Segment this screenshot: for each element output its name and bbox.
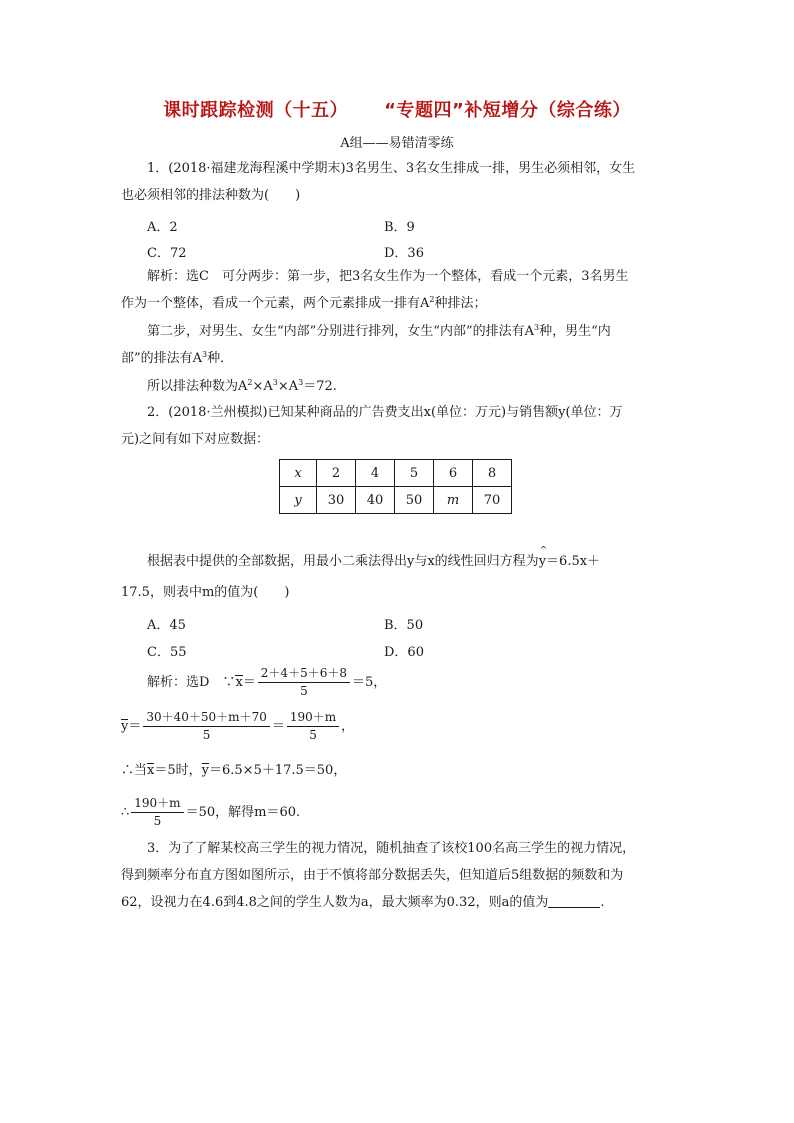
- q1-option-a: A．2: [147, 220, 178, 235]
- q2-solution-line4: ∴ $\frac{190+m}{5}$ ＝50，解得m＝60.: [121, 796, 301, 828]
- table-cell: 50: [395, 487, 434, 514]
- q1-stem-line1: 1．(2018·福建龙海程溪中学期末)3名男生、3名女生排成一排，男生必须相邻，女生: [147, 161, 636, 176]
- q2-solution-line3: ∴当x＝5时，y＝6.5×5＋17.5＝50，: [121, 763, 347, 778]
- page-title: [0, 96, 794, 122]
- table-cell: m: [434, 487, 473, 514]
- q1-solution-line2: 作为一个整体，看成一个元素，两个元素排成一排有$A^2$种排法；: [121, 295, 487, 311]
- title-right: “专题四”补短增分（综合练）: [384, 100, 631, 121]
- table-cell: 6: [434, 460, 473, 487]
- q1-solution-line1: 解析：选C 可分两步：第一步，把3名女生作为一个整体，看成一个元素，3名男生: [147, 269, 629, 284]
- q2-stem-line2: 元)之间有如下对应数据：: [121, 432, 270, 447]
- table-row-y: [280, 487, 512, 514]
- q2-option-b: B．50: [384, 618, 424, 633]
- q2-stem-line1: 2．(2018·兰州模拟)已知某种商品的广告费支出x(单位：万元)与销售额y(单位：万: [147, 405, 623, 420]
- table-cell: 8: [473, 460, 512, 487]
- q1-solution-line5: 所以排法种数为$A^2\times A^3\times A^3=72$.: [147, 378, 337, 394]
- table-row-x: [280, 460, 512, 487]
- answer-blank[interactable]: [548, 895, 600, 908]
- table-cell: 30: [317, 487, 356, 514]
- q1-option-d: D．36: [384, 246, 424, 261]
- table-cell: 4: [356, 460, 395, 487]
- q2-option-d: D．60: [384, 645, 424, 660]
- q1-solution-line4: 部”的排法有$A^3$种．: [121, 350, 234, 366]
- q2-solution-line1: 解析：选D ∵x＝ $\frac{2+4+5+6+8}{5}$ ＝5，: [147, 666, 387, 698]
- title-left: 课时跟踪检测（十五）: [163, 100, 349, 121]
- q1-option-b: B．9: [384, 220, 415, 235]
- table-cell: 5: [395, 460, 434, 487]
- table-cell: 2: [317, 460, 356, 487]
- q2-stem-line4: 17.5，则表中m的值为( ): [121, 585, 290, 600]
- q3-stem-line2: 得到频率分布直方图如图所示，由于不慎将部分数据丢失，但知道后5组数据的频数和为: [121, 868, 624, 883]
- table-header-x: x: [280, 460, 317, 487]
- q3-stem-line3: 62，设视力在4.6到4.8之间的学生人数为a，最大频率为0.32，则a的值为 .: [121, 895, 605, 910]
- q2-option-c: C．55: [147, 645, 187, 660]
- q1-solution-line3: 第二步，对男生、女生“内部”分别进行排列，女生“内部”的排法有$A^3$种，男生“内: [147, 323, 611, 339]
- q1-option-c: C．72: [147, 246, 187, 261]
- q1-stem-line2: 也必须相邻的排法种数为( ): [121, 188, 301, 203]
- q2-solution-line2: y＝ $\frac{30+40+50+m+70}{5}$ ＝ $\frac{190+m}{5}$ ，: [121, 710, 355, 742]
- table-cell: 70: [473, 487, 512, 514]
- table-header-y: y: [280, 487, 317, 514]
- table-cell: 40: [356, 487, 395, 514]
- section-heading: A组——易错清零练: [340, 136, 454, 151]
- q3-stem-line1: 3．为了了解某校高三学生的视力情况，随机抽查了该校100名高三学生的视力情况，: [147, 841, 636, 856]
- q2-stem-line3: 根据表中提供的全部数据，用最小二乘法得出y与x的线性回归方程为^ y＝6.5x＋: [147, 553, 600, 571]
- data-table: [279, 459, 512, 514]
- q2-option-a: A．45: [147, 618, 186, 633]
